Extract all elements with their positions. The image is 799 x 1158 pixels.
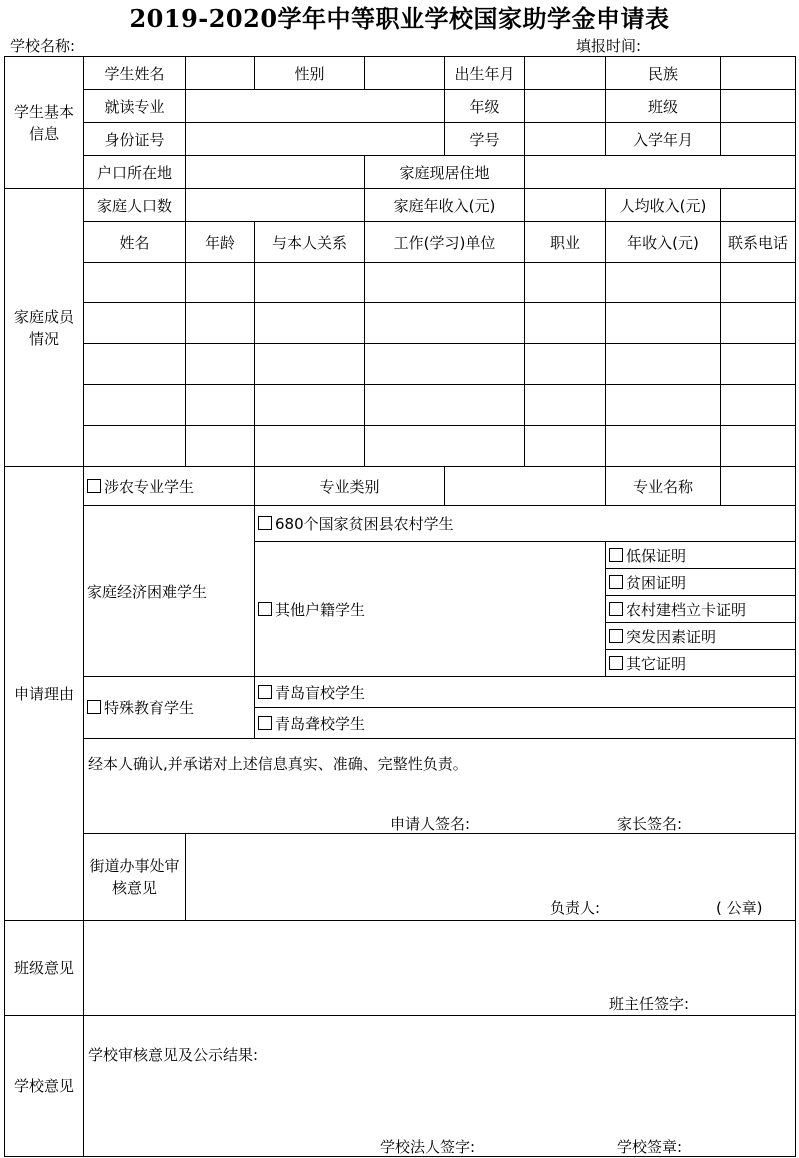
proof-label: 其它证明	[626, 654, 687, 673]
school-opinion-block[interactable]	[84, 1016, 796, 1157]
member-cell[interactable]	[525, 263, 606, 303]
special-edu-option[interactable]	[84, 677, 255, 739]
label-population: 家庭人口数	[84, 189, 186, 222]
table-row	[5, 303, 796, 344]
member-cell[interactable]	[84, 344, 186, 385]
col-income: 年收入(元)	[606, 222, 721, 263]
label-id-number: 身份证号	[84, 123, 186, 156]
blind-school-option[interactable]	[255, 677, 796, 708]
member-cell[interactable]	[186, 303, 255, 344]
pledge-block	[84, 739, 796, 834]
member-cell[interactable]	[255, 263, 365, 303]
checkbox-icon[interactable]	[609, 629, 623, 643]
member-cell[interactable]	[186, 426, 255, 467]
label-student-no: 学号	[445, 123, 525, 156]
member-cell[interactable]	[721, 426, 796, 467]
checkbox-icon[interactable]	[609, 575, 623, 589]
agri-student-option[interactable]	[84, 467, 255, 506]
deaf-school-option[interactable]	[255, 708, 796, 739]
member-cell[interactable]	[186, 385, 255, 426]
class-opinion-block[interactable]	[84, 921, 796, 1016]
section-class-opinion: 班级意见	[5, 921, 84, 1016]
field-hukou[interactable]	[186, 156, 365, 189]
member-cell[interactable]	[606, 426, 721, 467]
label-major-category: 专业类别	[255, 467, 445, 506]
label-ethnicity: 民族	[606, 57, 721, 90]
member-cell[interactable]	[606, 344, 721, 385]
field-annual-income[interactable]	[525, 189, 606, 222]
legal-sign-label: 学校法人签字:	[380, 1138, 476, 1156]
member-cell[interactable]	[721, 344, 796, 385]
col-phone: 联系电话	[721, 222, 796, 263]
member-cell[interactable]	[721, 303, 796, 344]
seal-label: ( 公章)	[716, 899, 763, 917]
field-grade[interactable]	[525, 90, 606, 123]
col-age: 年龄	[186, 222, 255, 263]
checkbox-icon[interactable]	[87, 479, 101, 493]
review-label: 学校审核意见及公示结果:	[88, 1046, 259, 1064]
label-birth-date: 出生年月	[445, 57, 525, 90]
section-school-opinion: 学校意见	[5, 1016, 84, 1157]
member-cell[interactable]	[525, 303, 606, 344]
field-major-category[interactable]	[445, 467, 606, 506]
col-relation: 与本人关系	[255, 222, 365, 263]
label-class: 班级	[606, 90, 721, 123]
member-cell[interactable]	[606, 263, 721, 303]
proof-option[interactable]	[606, 596, 796, 623]
school-name-label: 学校名称:	[10, 37, 76, 55]
label-home-address: 家庭现居住地	[365, 156, 525, 189]
application-table	[4, 56, 796, 1157]
proof-label: 低保证明	[626, 546, 687, 565]
checkbox-icon[interactable]	[258, 716, 272, 730]
checkbox-icon[interactable]	[609, 548, 623, 562]
member-cell[interactable]	[255, 344, 365, 385]
member-cell[interactable]	[365, 385, 525, 426]
proof-option[interactable]	[606, 542, 796, 569]
checkbox-icon[interactable]	[609, 602, 623, 616]
agri-student-label: 涉农专业学生	[104, 477, 195, 496]
table-row	[5, 344, 796, 385]
special-edu-label: 特殊教育学生	[104, 699, 195, 717]
other-hukou-label: 其他户籍学生	[275, 600, 366, 619]
member-cell[interactable]	[84, 385, 186, 426]
label-per-capita-income: 人均收入(元)	[606, 189, 721, 222]
pledge-text: 经本人确认,并承诺对上述信息真实、准确、完整性负责。	[88, 755, 468, 773]
parent-sign-label: 家长签名:	[617, 815, 683, 833]
member-cell[interactable]	[606, 303, 721, 344]
member-cell[interactable]	[525, 426, 606, 467]
deaf-school-label: 青岛聋校学生	[275, 714, 366, 733]
label-annual-income: 家庭年收入(元)	[365, 189, 525, 222]
member-cell[interactable]	[365, 263, 525, 303]
field-home-address[interactable]	[525, 156, 796, 189]
field-student-name[interactable]	[186, 57, 255, 90]
table-row	[5, 385, 796, 426]
street-office-block[interactable]	[186, 834, 796, 921]
label-enroll-date: 入学年月	[606, 123, 721, 156]
poor-county-option[interactable]	[255, 506, 796, 542]
field-student-no[interactable]	[525, 123, 606, 156]
fill-time-label: 填报时间:	[576, 37, 642, 55]
proof-option[interactable]	[606, 623, 796, 650]
member-cell[interactable]	[721, 263, 796, 303]
field-id-number[interactable]	[186, 123, 445, 156]
proof-option[interactable]	[606, 650, 796, 677]
col-name: 姓名	[84, 222, 186, 263]
label-major: 就读专业	[84, 90, 186, 123]
applicant-sign-label: 申请人签名:	[390, 815, 471, 833]
field-population[interactable]	[186, 189, 365, 222]
col-work-unit: 工作(学习)单位	[365, 222, 525, 263]
field-enroll-date[interactable]	[721, 123, 796, 156]
member-cell[interactable]	[186, 344, 255, 385]
field-per-capita-income[interactable]	[721, 189, 796, 222]
member-cell[interactable]	[606, 385, 721, 426]
checkbox-icon[interactable]	[258, 516, 272, 530]
label-poor-family: 家庭经济困难学生	[84, 506, 255, 677]
other-hukou-option[interactable]	[255, 542, 606, 677]
label-gender: 性别	[255, 57, 365, 90]
label-major-name: 专业名称	[606, 467, 721, 506]
checkbox-icon[interactable]	[609, 656, 623, 670]
member-cell[interactable]	[186, 263, 255, 303]
member-cell[interactable]	[365, 344, 525, 385]
section-family: 家庭成员情况	[5, 189, 84, 467]
section-basic-info: 学生基本信息	[5, 57, 84, 189]
member-cell[interactable]	[721, 385, 796, 426]
checkbox-icon[interactable]	[87, 700, 101, 714]
responsible-label: 负责人:	[550, 899, 601, 917]
member-cell[interactable]	[84, 426, 186, 467]
field-major[interactable]	[186, 90, 445, 123]
checkbox-icon[interactable]	[258, 602, 272, 616]
section-reason: 申请理由	[5, 467, 84, 921]
member-cell[interactable]	[255, 303, 365, 344]
checkbox-icon[interactable]	[258, 685, 272, 699]
member-cell[interactable]	[365, 303, 525, 344]
blind-school-label: 青岛盲校学生	[275, 683, 366, 702]
col-occupation: 职业	[525, 222, 606, 263]
label-hukou: 户口所在地	[84, 156, 186, 189]
label-grade: 年级	[445, 90, 525, 123]
field-birth-date[interactable]	[525, 57, 606, 90]
proof-option[interactable]	[606, 569, 796, 596]
proof-label: 农村建档立卡证明	[626, 600, 747, 619]
form-title: 2019-2020学年中等职业学校国家助学金申请表	[129, 4, 670, 33]
member-cell[interactable]	[255, 385, 365, 426]
section-street-office: 街道办事处审核意见	[84, 834, 186, 921]
field-ethnicity[interactable]	[721, 57, 796, 90]
member-cell[interactable]	[255, 426, 365, 467]
member-cell[interactable]	[525, 385, 606, 426]
label-student-name: 学生姓名	[84, 57, 186, 90]
table-row	[5, 263, 796, 303]
field-class[interactable]	[721, 90, 796, 123]
field-gender[interactable]	[365, 57, 445, 90]
proof-label: 突发因素证明	[626, 627, 717, 646]
member-cell[interactable]	[84, 263, 186, 303]
poor-county-label: 680个国家贫困县农村学生	[275, 515, 454, 533]
member-cell[interactable]	[525, 344, 606, 385]
school-seal-label: 学校签章:	[617, 1138, 683, 1156]
teacher-sign-label: 班主任签字:	[609, 995, 690, 1013]
proof-label: 贫困证明	[626, 573, 687, 592]
table-row	[5, 426, 796, 467]
member-cell[interactable]	[84, 303, 186, 344]
field-major-name[interactable]	[721, 467, 796, 506]
member-cell[interactable]	[365, 426, 525, 467]
